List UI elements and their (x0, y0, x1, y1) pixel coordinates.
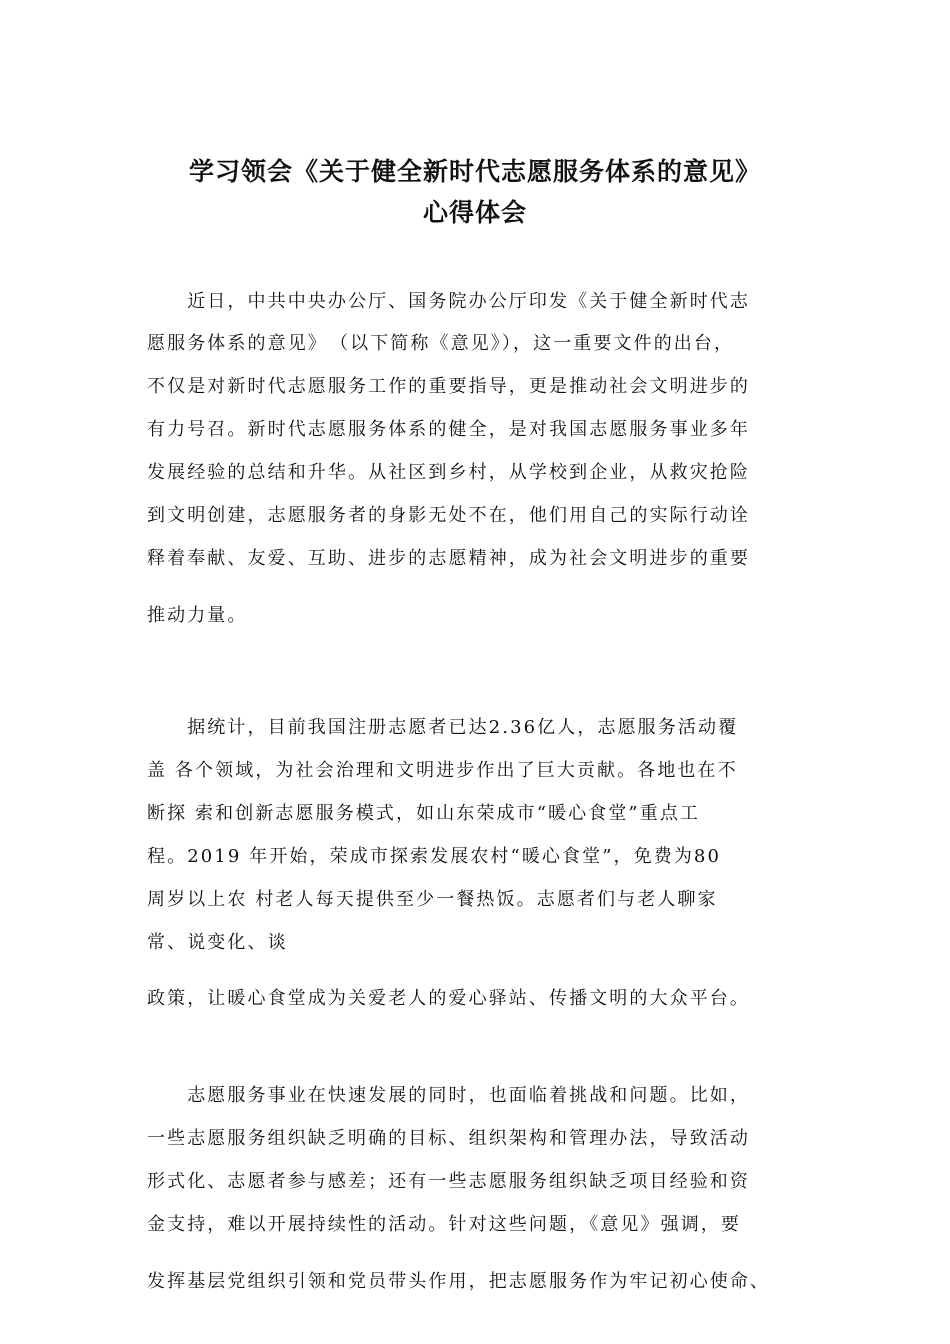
paragraph-2-line: 常、说变化、谈 (147, 932, 288, 953)
paragraph-1-line: 到文明创建，志愿服务者的身影无处不在，他们用自己的实际行动诠 (147, 505, 750, 526)
paragraph-1-line: 有力号召。新时代志愿服务体系的健全，是对我国志愿服务事业多年 (147, 419, 750, 440)
paragraph-3-line: 一些志愿服务组织缺乏明确的目标、组织架构和管理办法，导致活动 (147, 1128, 750, 1149)
paragraph-2-line: 周岁以上农 村老人每天提供至少一餐热饭。志愿者们与老人聊家 (147, 889, 718, 910)
paragraph-1-line: 近日，中共中央办公厅、国务院办公厅印发《关于健全新时代志 (147, 291, 750, 312)
paragraph-1-line: 不仅是对新时代志愿服务工作的重要指导，更是推动社会文明进步的 (147, 376, 750, 397)
paragraph-1-line: 愿服务体系的意见》 （以下简称《意见》），这一重要文件的出台， (147, 333, 735, 354)
paragraph-3-line: 金支持，难以开展持续性的活动。针对这些问题，《意见》强调，要 (147, 1214, 741, 1235)
paragraph-2-line: 政策，让暖心食堂成为关爱老人的爱心驿站、传播文明的大众平台。 (147, 988, 750, 1009)
paragraph-3-line: 志愿服务事业在快速发展的同时，也面临着挑战和问题。比如， (147, 1085, 750, 1106)
paragraph-3-line: 形式化、志愿者参与感差；还有一些志愿服务组织缺乏项目经验和资 (147, 1171, 750, 1192)
paragraph-2-line: 据统计，目前我国注册志愿者已达2.36亿人，志愿服务活动覆 (147, 717, 739, 738)
paragraph-1-line: 释着奉献、友爱、互助、进步的志愿精神，成为社会文明进步的重要 (147, 548, 750, 569)
paragraph-2-line: 盖 各个领域，为社会治理和文明进步作出了巨大贡献。各地也在不 (147, 760, 738, 781)
paragraph-2-line: 断探 索和创新志愿服务模式，如山东荣成市“暖心食堂”重点工 (147, 803, 701, 824)
document-title-line-1: 学习领会《关于健全新时代志愿服务体系的意见》 (188, 157, 761, 186)
paragraph-2-line: 程。2019 年开始，荣成市探索发展农村“暖心食堂”，免费为80 (147, 846, 722, 867)
paragraph-3-line: 发挥基层党组织引领和党员带头作用，把志愿服务作为牢记初心使命、 (147, 1271, 771, 1292)
paragraph-1-line: 发展经验的总结和升华。从社区到乡村，从学校到企业，从救灾抢险 (147, 462, 750, 483)
document-title-line-2: 心得体会 (422, 198, 527, 227)
paragraph-1-line: 推动力量。 (147, 605, 248, 626)
